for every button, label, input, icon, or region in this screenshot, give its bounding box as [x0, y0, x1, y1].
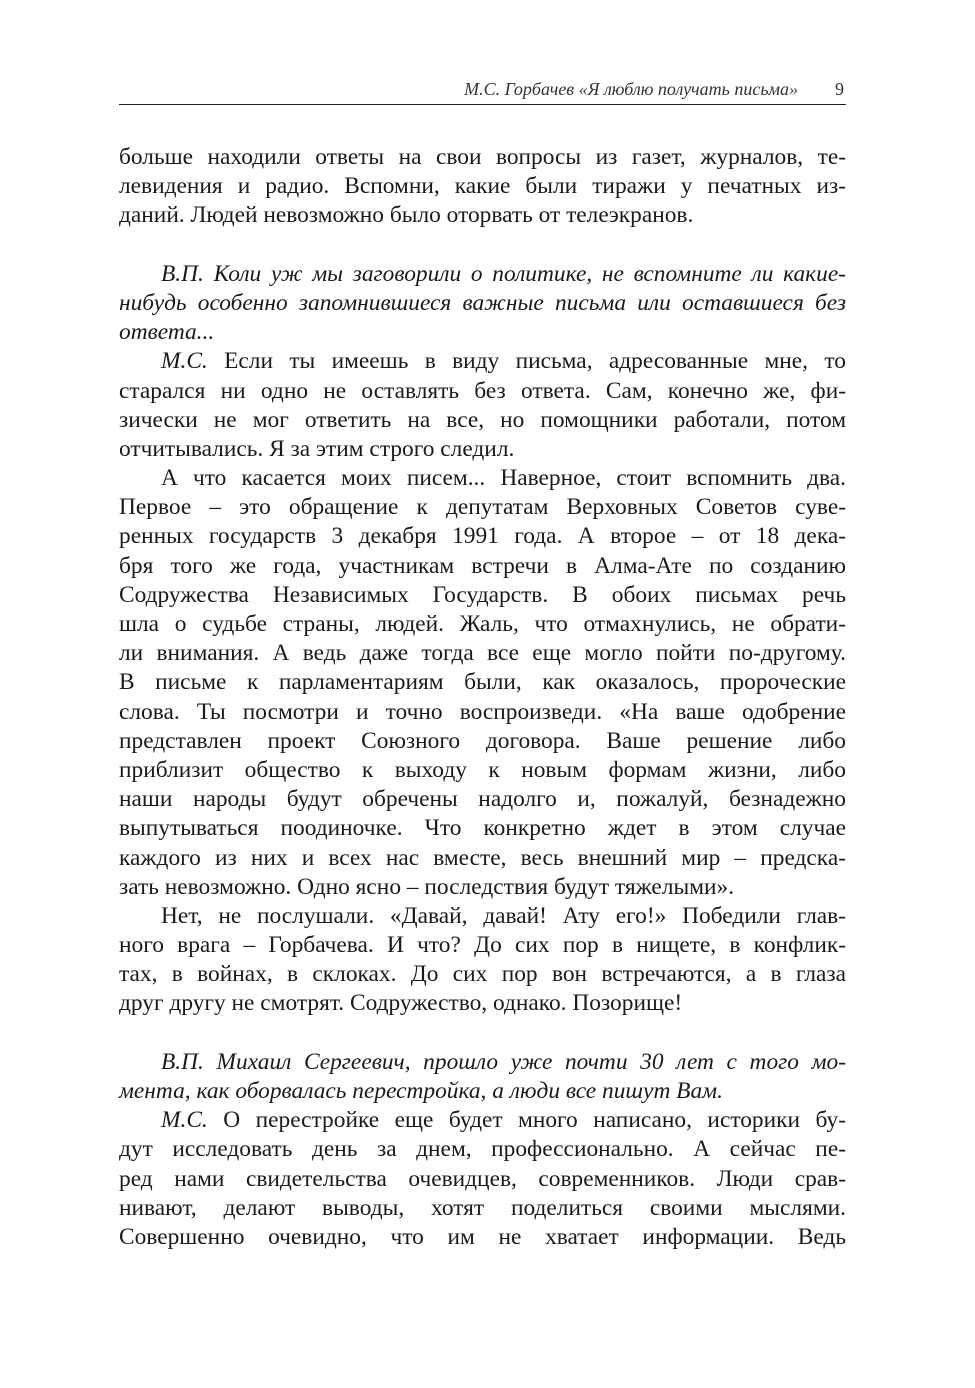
answer-line	[119, 347, 846, 376]
text-line: наши народы будут обречены надолго и, пожалуй, безнадежно	[119, 786, 846, 813]
paragraph-gap	[119, 231, 846, 260]
text-line: нивают, делают выводы, хотят поделиться своими мыслями.	[119, 1194, 846, 1221]
text-line: выпутываться поодиночке. Что конкретно ждет в этом случае	[119, 815, 846, 842]
speaker-label: М.С.	[161, 1107, 208, 1134]
text-line: друг другу не смотрят. Содружество, однако. Позорище!	[119, 990, 683, 1017]
text-line: Содружества Независимых Государств. В обоих письмах речь	[119, 581, 846, 608]
text-line: В письме к парламентариям были, как оказалось, пророческие	[119, 669, 846, 696]
text-line: левидения и радио. Вспомни, какие были тиражи у печатных из-	[119, 173, 846, 200]
text-line: ного врага – Горбачева. И что? До сих пор в нищете, в конфлик-	[119, 932, 846, 959]
text-line: старался ни одно не оставлять без ответа. Сам, конечно же, фи-	[119, 377, 846, 404]
answer-text: Если ты имеешь в виду письма, адресованные мне, то	[224, 348, 846, 375]
text-line: слова. Ты посмотри и точно воспроизведи. «На ваше одобрение	[119, 698, 846, 725]
text-line: представлен проект Союзного договора. Ваше решение либо	[119, 727, 846, 754]
text-line: ли внимания. А ведь даже тогда все еще могло пойти по-другому.	[119, 640, 846, 667]
text-line: зически не мог ответить на все, но помощники работали, потом	[119, 406, 846, 433]
text-line: ред нами свидетельства очевидцев, современников. Люди срав-	[119, 1165, 846, 1192]
text-line: Нет, не послушали. «Давай, давай! Ату его!» Победили глав-	[161, 902, 846, 929]
text-line: бря того же года, участникам встречи в Алма-Ате по созданию	[119, 552, 846, 579]
running-head	[119, 78, 846, 105]
text-line: больше находили ответы на свои вопросы из газет, журналов, те-	[119, 144, 846, 170]
text-line: А что касается моих писем... Наверное, стоит вспомнить два.	[161, 465, 846, 492]
text-line: зать невозможно. Одно ясно – последствия будут тяжелыми».	[119, 873, 735, 900]
text-line: отчитывались. Я за этим строго следил.	[119, 435, 515, 462]
question-line: В.П. Михаил Сергеевич, прошло уже почти 30 лет с того мо-	[161, 1048, 846, 1075]
text-line: ренных государств 3 декабря 1991 года. А второе – от 18 дека-	[119, 523, 846, 550]
question-line: ответа...	[119, 319, 215, 346]
text-line: приблизит общество к выходу к новым формам жизни, либо	[119, 756, 846, 783]
text-line: каждого из них и всех нас вместе, весь внешний мир – предска-	[119, 844, 846, 871]
text-line: шла о судьбе страны, людей. Жаль, что отмахнулись, не обрати-	[119, 611, 846, 637]
running-title: М.С. Горбачев «Я люблю получать письма»	[464, 79, 798, 99]
answer-text: О перестройке еще будет много написано, историки бу-	[223, 1107, 846, 1134]
text-line: тах, в войнах, в склоках. До сих пор вон встречаются, а в глаза	[119, 961, 846, 988]
speaker-label: М.С.	[161, 348, 208, 375]
text-line: даний. Людей невозможно было оторвать от телеэкранов.	[119, 202, 694, 229]
question-line: В.П. Коли уж мы заговорили о политике, не вспомните ли какие-	[161, 260, 846, 287]
paragraph-gap	[119, 1019, 846, 1048]
page-number: 9	[835, 79, 844, 99]
text-line: Совершенно очевидно, что им не хватает информации. Ведь	[119, 1223, 846, 1250]
answer-line	[119, 1106, 846, 1135]
text-line: дут исследовать день за днем, профессионально. А сейчас пе-	[119, 1136, 846, 1163]
text-line: Первое – это обращение к депутатам Верховных Советов суве-	[119, 494, 846, 521]
question-line: мента, как оборвалась перестройка, а люди все пишут Вам.	[119, 1078, 723, 1104]
body-text	[119, 143, 846, 1252]
question-line: нибудь особенно запомнившиеся важные письма или оставшиеся без	[119, 289, 846, 316]
